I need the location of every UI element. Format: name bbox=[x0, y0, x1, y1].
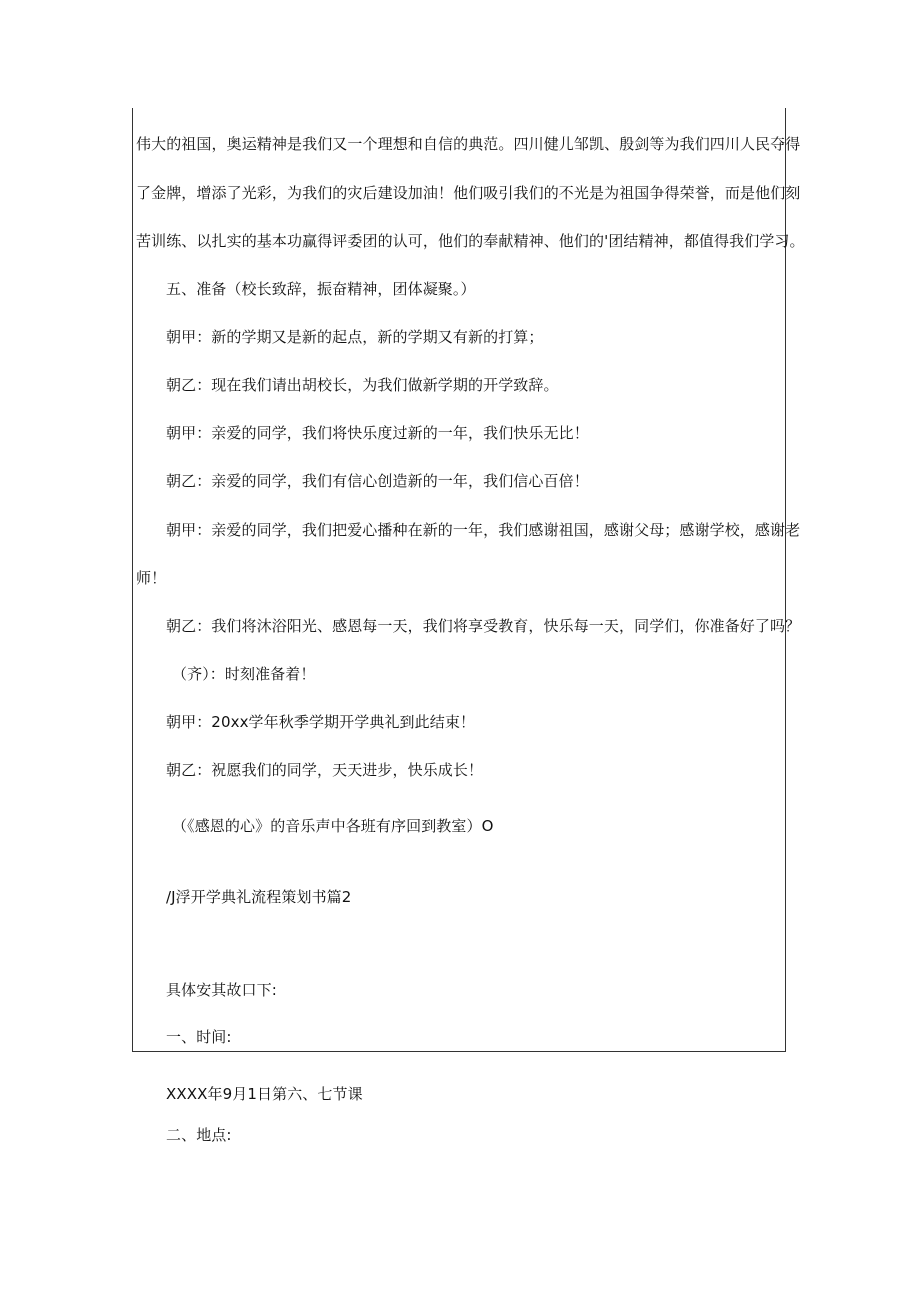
dialogue-line: 朝乙：祝愿我们的同学，天天进步，快乐成长！ bbox=[166, 761, 484, 779]
paragraph-line: 了金牌，增添了光彩，为我们的灾后建设加油！他们吸引我们的不光是为祖国争得荣誉，而是他们刻 bbox=[136, 184, 801, 202]
section-title: /J浮开学典礼流程策划书篇2 bbox=[166, 888, 352, 906]
section-heading: 五、准备（校长致辞，振奋精神，团体凝聚。） bbox=[166, 280, 476, 298]
paragraph-line: 伟大的祖国，奥运精神是我们又一个理想和自信的典范。四川健儿邹凯、殷剑等为我们四川人民夺得 bbox=[136, 135, 801, 153]
dialogue-line: 朝甲：20xx学年秋季学期开学典礼到此结束！ bbox=[166, 713, 476, 731]
dialogue-line: 朝甲：亲爱的同学，我们把爱心播种在新的一年，我们感谢祖国，感谢父母；感谢学校，感谢老 bbox=[166, 521, 801, 539]
dialogue-line: 朝乙：亲爱的同学，我们有信心创造新的一年，我们信心百倍！ bbox=[166, 472, 589, 490]
paragraph-line: 具体安其故口下: bbox=[166, 981, 277, 999]
dialogue-line: 朝乙：现在我们请出胡校长，为我们做新学期的开学致辞。 bbox=[166, 376, 559, 394]
section-heading: 二、地点: bbox=[166, 1126, 232, 1144]
dialogue-line: 师！ bbox=[136, 569, 167, 587]
dialogue-line: （齐）：时刻准备着！ bbox=[172, 665, 316, 683]
paragraph-line: 苦训练、以扎实的基本功赢得评委团的认可，他们的奉献精神、他们的'团结精神，都值得我们学习。 bbox=[136, 232, 805, 250]
section-heading: 一、时间: bbox=[166, 1028, 232, 1046]
stage-direction: （《感恩的心》的音乐声中各班有序回到教室）O bbox=[172, 817, 494, 835]
dialogue-line: 朝乙：我们将沐浴阳光、感恩每一天，我们将享受教育，快乐每一天，同学们，你准备好了吗？ bbox=[166, 617, 801, 635]
dialogue-line: 朝甲：亲爱的同学，我们将快乐度过新的一年，我们快乐无比！ bbox=[166, 424, 589, 442]
paragraph-line: XXXX年9月1日第六、七节课 bbox=[166, 1085, 363, 1103]
dialogue-line: 朝甲：新的学期又是新的起点，新的学期又有新的打算； bbox=[166, 328, 544, 346]
